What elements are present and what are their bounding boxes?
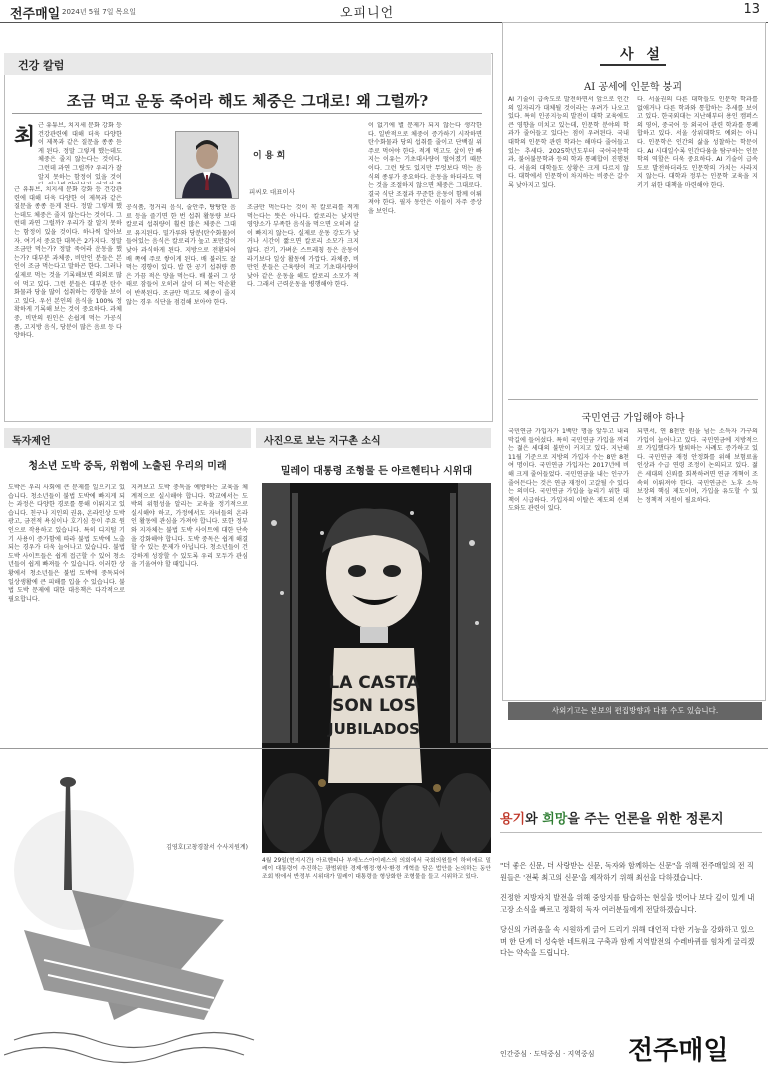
author-title: 피씨오 대표이사 [249,188,296,196]
ad-headline-and: 와 [525,812,543,827]
reader-text-a: 도박은 우리 사회에 큰 문제를 일으키고 있습니다. 청소년들이 불법 도박에 빠지게 되는 과정은 다양한 경로를 통해 이뤄지고 있습니다. 친구나 지인의 권유, 온라인상 도박 광고, 금전적 욕심이나 호기심 등이 주요 원인으로 작용하고 있습니다. 특히 디지털 기기 사용이 증가함에 따라 불법 도박에 노출되는 경우가 더욱 늘어나고 있습니다. 불법 도박 사이트들은 쉽게 접근할 수 있어 청소년들이 쉽게 빠져들 수 있습니다. 이러한 상황에서 청소년들은 불법 도박에 중독되어 일상생활에 큰 피해를 입을 수 있습니다. 불법 도박 문제에 대한 대응책은 다각적으로 필요합니다. [8,484,125,603]
ship-icon [4,770,264,1070]
reader-title: 청소년 도박 중독, 위험에 노출된 우리의 미래 [28,461,227,472]
svg-text:JUBILADOS: JUBILADOS [328,720,420,738]
author-name: 이 용 희 [253,151,286,161]
author-photo [175,131,239,199]
photo-news-title: 밀레이 대통령 조형물 든 아르헨티나 시위대 [280,466,473,477]
protest-effigy-illustration [262,483,491,853]
ad-top-rule [0,748,768,749]
column-text-4: 이 없기에 별 문제가 되지 않는다 생각한다. 일반적으로 체중이 증가하기 시작하면 탄수화물과 당의 섭취를 줄이고 단백질 위주로 먹어야 한다. 적게 먹고도 살이 안 빠지는 이유는 기초대사량이 떨어졌기 때문이다. 그런 탓도 있지만 무엇보다 먹는 음식의 종류가 중요하다. 운동을 하더라도 먹는 것을 조절하지 않으면 체중은 그대로다. 결국 식단 조절과 꾸준한 운동이 함께 이뤄져야 한다. 필자 동안은 이들이 자주 증상을 보인다. [368,122,482,215]
photo-caption: 4월 29일(현지시간) 아르헨티나 부에노스아이레스의 의회에서 국회의원들이 하비에르 밀레이 대통령이 추진하는 광범위한 경제·행정·형사·환경 개혁을 담은 법안을 논의하는 동안 조회 밖에서 반정부 시위대가 밀레이 대통령을 형상화한 조형물을 들고 시위하고 있다. [262,858,491,880]
column-lead-text: 근 유튜브, 치지세 문화 강화 등 건강관련에 대해 더욱 다양한 이 제목과 같은 질문을 종종 듣게 된다. 정말 그렇게 했는데도 체중은 줄지 않는다는 것이다. 그런데 과연 그럴까? 우리가 잘 알지 못하는 함정이 있을 것이 [38,122,122,181]
editorial-divider [508,399,758,400]
masthead-name: 전주매일 [10,7,61,22]
editorial-1-text-a: AI 기술이 급속도로 발전하면서 앞으로 인간의 일자리가 대체될 것이라는 우려가 나오고 있다. 특히 인공지능의 발전이 대학 교육에도 큰 영향을 미치고 있는데, 인문학 분야의 학과가 줄어들고 있다는 점이 우려된다. 국내 대학의 인문학 관련 학과는 해마다 줄어들고 있는 추세다. 2025학년도부터 국어국문학과, 불어불문학과 등의 학과 통폐합이 진행된다. 서울의 대학들도 상황은 크게 다르지 않다. 대학에서 인문학이 차지하는 비중은 갈수록 낮아지고 있다. [508,96,629,189]
editorial-head-rule [600,64,666,66]
column-text-1: 근 유튜브, 치지세 문화 강화 등 건강관련에 대해 더욱 다양한 이 제목과 같은 질문을 종종 듣게 된다. 정말 그렇게 했는데도 체중은 줄지 않는다는 것이다. 그런데 과연 그럴까? 우리가 잘 알지 못하는 함정이 있을 것이다. 하나씩 알아보자. 여기서 중요한 대목은 2가지다. 정말 조금만 먹는가? 정말 죽어라 운동을 했는가? 대부분 과체중, 비만인 분들은 본인이 조금 먹는다고 말하곤 한다. 그러나 실제로 먹는 것을 기록해보면 의외로 많이 먹고 있다. 그런 분들은 대부분 탄수화물과 당을 많이 섭취하는 경향을 보이고 있다. 우선 본인의 음식을 100% 정확하게 기록해 보는 것이 중요하다. 과체중, 비만의 원인은 손쉽게 먹는 가공식품, 고지방 음식, 당분이 많은 음료 등 다양하다. [14,186,122,340]
page-number: 13 [743,2,760,17]
reader-label: 독자제언 [12,436,51,447]
ad-title-rule [500,832,762,833]
reader-text-b: 지켜보고 도박 중독을 예방하는 교육을 체계적으로 실시해야 합니다. 학교에서는 도박의 위험성을 알리는 교육을 정기적으로 실시해야 하고, 가정에서도 자녀들의 온라인 활동에 관심을 가져야 합니다. 또한 정부와 지자체는 불법 도박 사이트에 대한 단속을 강화해야 합니다. 도박 중독은 쉽게 해결할 수 있는 문제가 아닙니다. 청소년들이 건강하게 성장할 수 있도록 우리 모두가 관심을 기울여야 할 때입니다. [131,484,248,569]
title-divider [12,113,482,114]
section-name: 오피니언 [340,6,395,21]
ad-headline-courage: 용기 [500,812,526,827]
protest-photo [262,483,491,853]
ad-body [500,860,760,968]
column-text-3: 조금만 먹는다는 것이 꼭 칼로리를 적게 먹는다는 뜻은 아니다. 칼로리는 낮지만 영양소가 부족한 음식을 먹으면 오히려 살이 빠지지 않는다. 실제로 운동 강도가 낮거나 시간이 짧으면 칼로리 소모가 크지 않다. 걷기, 가벼운 스트레칭 등은 운동이라기보다 일상 활동에 가깝다. 과체중, 비만인 분들은 근육량이 적고 기초대사량이 낮아 같은 운동을 해도 칼로리 소모가 적다. 그래서 근력운동을 병행해야 한다. [247,204,359,289]
svg-text:LA CASTA: LA CASTA [328,673,420,693]
editorial-title-2: 국민연금 가입해야 하나 [581,413,685,424]
editorial-1-text-b: 다. 서울권의 다른 대학들도 인문학 학과를 없애거나 다른 학과와 통합하는 추세를 보이고 있다. 한국외대는 지난해부터 용인 캠퍼스의 영어, 중국어 등 외국어 관련 학과를 통폐합하고 있다. 서울 상위대학도 예외는 아니다. 인문학은 인간의 삶을 성찰하는 학문이다. AI 시대일수록 인간다움을 탐구하는 인문학의 역할은 더욱 중요하다. AI 기술이 급속도로 발전하더라도 인문학의 가치는 사라지지 않는다. 대학과 정부는 인문학 교육을 지키기 위한 대책을 마련해야 한다. [637,96,758,189]
ship-logo-illustration [4,770,264,1070]
ad-paragraph-3: 당신의 가려움을 속 시원하게 긁어 드리기 위해 대언적 다한 기능을 강화하고 있으며 한 단계 더 성숙한 네트워크 구축과 함께 지역발전의 수레바퀴를 힘차게 굴리겠다는 약속을 드립니다. [500,925,755,957]
column-text-2: 공식품, 정거리 음식, 술안주, 탕탕한 음료 등을 즐기면 한 번 섭취 활동량 보다 칼로리 섭취량이 훨씬 많은 체중은 그대로 유지된다. 밀가루와 당분(탄수화물)이 들어있는 음식은 칼로리가 높고 포만감이 낮아 과식하게 된다. 지방으로 전환되어 배 쪽에 주로 쌓이게 된다. 배 불러도 잘 먹는 경향이 있다. 밥 한 공기 섭취량 쯤은 가끔 적은 양을 먹는다. 배 불러 그 상태로 잠들어 오히려 살이 더 찌는 악순환이 반복된다. 조금만 먹고도 체중이 줄지 않는 경우 식단을 점검해 보아야 한다. [126,204,236,306]
ad-headline-rest: 을 주는 언론을 위한 정론지 [567,812,724,827]
editorial-2-text-b: 되면서, 연 8천만 원을 넘는 소득자 가구의 가입이 늘어나고 있다. 국민연금에 지방적으로 가입했다가 탈퇴하는 사례도 증가하고 있다. 국민연금 재정 안정화를 위해 보험료율 인상과 수급 연령 조정이 논의되고 있다. 젊은 세대의 신뢰를 회복하려면 연금 개혁이 조속히 이뤄져야 한다. 국민연금은 노후 소득 보장의 핵심 제도이며, 가입을 유도할 수 있는 정책적 지원이 필요하다. [637,428,758,504]
reader-byline: 김영호(고창경찰서 수사지원계) [166,844,248,851]
ad-headline [500,808,724,827]
editorial-2-text-a: 국민연금 가입자가 1백만 명을 앞두고 내리막길에 들어섰다. 특히 국민연금 가입을 꺼리는 젊은 세대의 불만이 커지고 있다. 지난해 11월 기준으로 지방의 가입자 수는 8만 8천여 명이다. 국민연금 가입자는 2017년에 비해 크게 줄어들었다. 국민연금을 내는 인구가 줄어든다는 것은 연금 재정이 고갈될 수 있다는 의미다. 국민연금 가입을 늘리기 위한 대책이 시급하다. 가입자의 이탈은 제도의 신뢰도와도 관련이 있다. [508,428,629,513]
editorial-title-1: AI 공세에 인문학 붕괴 [584,82,682,93]
column-label: 건강 칼럼 [18,59,65,72]
editorial-heading: 사 설 [620,47,664,63]
ad-paragraph-2: 진정한 지방자치 발전을 위해 중앙지를 탐습하는 현실을 벗어나 보다 깊이 있게 내 고장 소식을 빠르고 정확히 독자 여러분들에게 전달하겠습니다. [500,893,755,914]
author-silhouette-icon [176,132,238,198]
photo-news-label: 사진으로 보는 지구촌 소식 [264,436,381,447]
disclaimer-notice: 사외기고는 본보의 편집방향과 다를 수도 있습니다. [508,702,762,720]
svg-text:SON LOS: SON LOS [332,696,416,716]
column-title: 조금 먹고 운동 죽어라 해도 체중은 그대로! 왜 그럴까? [66,92,429,110]
ad-slogan: 인간중심 · 도덕중심 · 지역중심 [500,1050,595,1058]
drop-cap: 최 [14,124,36,150]
issue-date: 2024년 5월 7일 목요일 [62,8,136,16]
ad-paragraph-1: "더 좋은 신문, 더 사랑받는 신문, 독자와 함께하는 신문"을 위해 전주매일의 전 직원들은 '전북 최고의 신문'을 제작하기 위해 최선을 다하겠습니다. [500,861,754,882]
column-label-bar [4,53,491,75]
ad-logo: 전주매일 [628,1036,729,1066]
ad-headline-hope: 희망 [542,812,568,827]
